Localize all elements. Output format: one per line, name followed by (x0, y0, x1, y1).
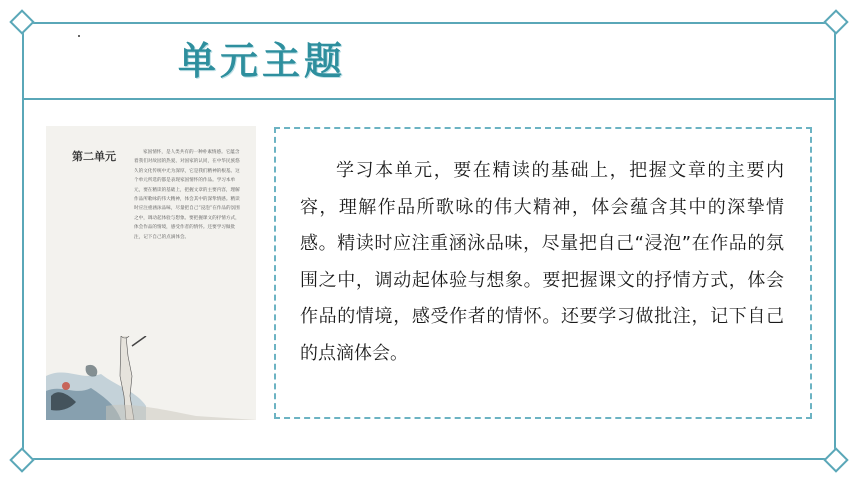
ink-painting-illustration (46, 336, 256, 420)
content-box (274, 127, 812, 419)
textbook-page-image (46, 126, 256, 420)
book-intro-text: 家国情怀，是人类共有的一种朴素情感。它蕴含着我们对故园的热爱、对国家的认同，在中华民族悠久的文化传统中尤为深厚，它是我们精神的根基。这个单元所选的都是表现家国情怀的作品。学习本单元，要在精读的基础上，把握文章的主要内容，理解作品所歌咏的伟大精神，体会其中的深挚情感。精读时应注重涵泳品味，尽量把自己“浸泡”在作品的氛围之中，调动起体验与想象。要把握课文的抒情方式，体会作品的情境，感受作者的情怀。还要学习做批注，记下自己的点滴体会。 (134, 150, 240, 240)
unit-theme-paragraph: 学习本单元，要在精读的基础上，把握文章的主要内容，理解作品所歌咏的伟大精神，体会蕴含其中的深挚情感。精读时应注重涵泳品味，尽量把自己“浸泡”在作品的氛围之中，调动起体验与想象。要把握课文的抒情方式，体会作品的情境，感受作者的情怀。还要学习做批注，记下自己的点滴体会。 (300, 160, 784, 364)
decorative-dot (78, 35, 80, 37)
header-divider (22, 98, 836, 100)
book-unit-heading: 第二单元 (72, 150, 116, 163)
page-title: 单元主题 (178, 38, 347, 83)
